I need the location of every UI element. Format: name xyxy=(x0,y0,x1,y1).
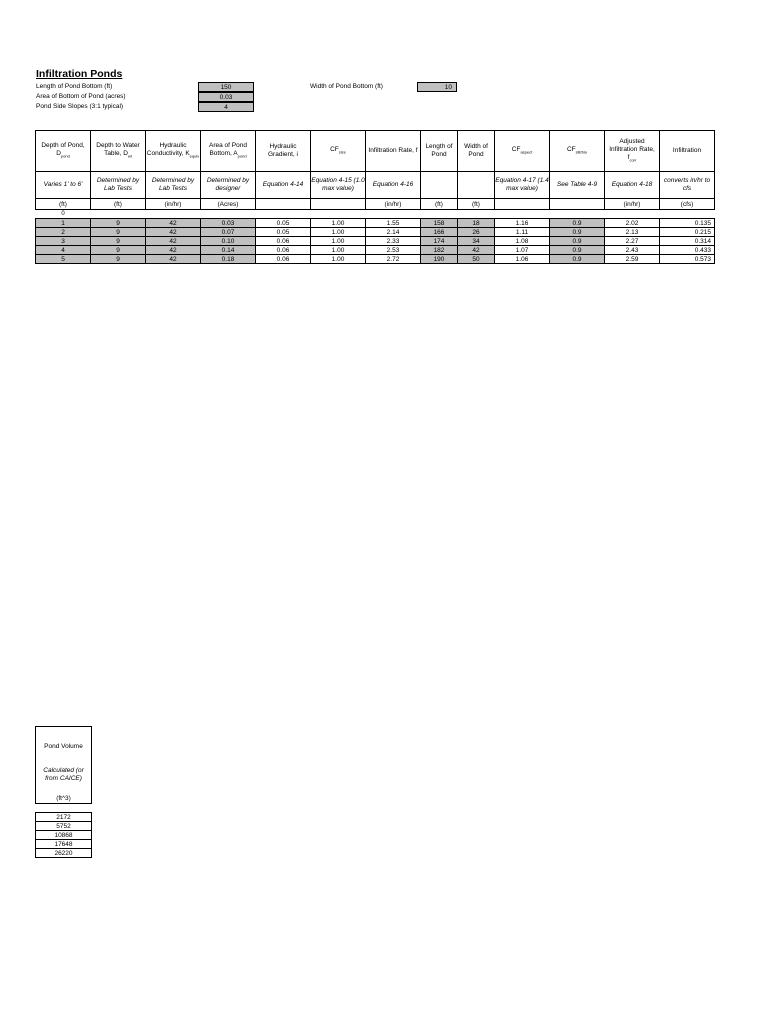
volume-row xyxy=(36,840,92,849)
unit-width: (ft) xyxy=(458,199,495,210)
header-cf-silt: $CF_{silt/bio}$ xyxy=(550,131,605,172)
cell-area[interactable]: 0.14 xyxy=(201,246,256,255)
unit-adjusted: (in/hr) xyxy=(605,199,660,210)
unit-length: (ft) xyxy=(421,199,458,210)
cell-infiltration: 0.573 xyxy=(660,255,715,264)
cell-rate: 2.53 xyxy=(366,246,421,255)
width-value[interactable]: 10 xyxy=(417,82,457,92)
slope-value[interactable]: 4 xyxy=(198,102,254,112)
note-infiltration: converts in/hr to cfs xyxy=(660,172,715,199)
cell-cf-size: 1.00 xyxy=(311,228,366,237)
volume-unit: (ft^3) xyxy=(56,795,71,802)
note-depth: Varies 1' to 6' xyxy=(36,172,91,199)
volume-header xyxy=(35,726,92,804)
volume-cell: 26220 xyxy=(36,849,92,858)
cell-depth[interactable]: 5 xyxy=(36,255,91,264)
cell-cf-aspect: 1.11 xyxy=(495,228,550,237)
length-label: Length of Pond Bottom (ft) xyxy=(36,83,113,90)
cell-infiltration: 0.314 xyxy=(660,237,715,246)
table-row xyxy=(36,237,715,246)
cell-water-table[interactable]: 9 xyxy=(91,219,146,228)
note-area: Determined by designer xyxy=(201,172,256,199)
note-adjusted: Equation 4-18 xyxy=(605,172,660,199)
cell-rate: 2.72 xyxy=(366,255,421,264)
volume-row xyxy=(36,849,92,858)
cell-area[interactable]: 0.07 xyxy=(201,228,256,237)
cell-conductivity[interactable]: 42 xyxy=(146,228,201,237)
volume-row xyxy=(36,813,92,822)
header-rate: Infiltration Rate, f xyxy=(366,131,421,172)
cell-gradient: 0.06 xyxy=(256,246,311,255)
cell-gradient: 0.05 xyxy=(256,228,311,237)
header-length: Length of Pond xyxy=(421,131,458,172)
cell-adjusted: 2.27 xyxy=(605,237,660,246)
unit-depth: (ft) xyxy=(36,199,91,210)
cell-depth[interactable]: 2 xyxy=(36,228,91,237)
header-cf-aspect: $CF_{aspect}$ xyxy=(495,131,550,172)
cell-cf-aspect: 1.08 xyxy=(495,237,550,246)
table-row xyxy=(36,246,715,255)
cell-rate: 2.33 xyxy=(366,237,421,246)
cell-gradient: 0.06 xyxy=(256,255,311,264)
volume-cell: 17648 xyxy=(36,840,92,849)
unit-conductivity: (in/hr) xyxy=(146,199,201,210)
header-width: Width of Pond xyxy=(458,131,495,172)
cell-gradient: 0.05 xyxy=(256,219,311,228)
cell-cf-aspect: 1.16 xyxy=(495,219,550,228)
cell-cf-silt[interactable]: 0.9 xyxy=(550,255,605,264)
cell-conductivity[interactable]: 42 xyxy=(146,219,201,228)
cell-width[interactable]: 26 xyxy=(458,228,495,237)
volume-note: Calculated (or from CAICE) xyxy=(43,767,84,782)
cell-cf-silt[interactable]: 0.9 xyxy=(550,228,605,237)
cell-water-table[interactable]: 9 xyxy=(91,255,146,264)
cell-cf-size: 1.00 xyxy=(311,237,366,246)
volume-title: Pond Volume xyxy=(44,743,83,750)
cell-length[interactable]: 166 xyxy=(421,228,458,237)
cell-adjusted: 2.13 xyxy=(605,228,660,237)
cell-depth[interactable]: 4 xyxy=(36,246,91,255)
table-row xyxy=(36,228,715,237)
volume-cell: 10868 xyxy=(36,831,92,840)
cell-adjusted: 2.43 xyxy=(605,246,660,255)
cell-cf-silt[interactable]: 0.9 xyxy=(550,246,605,255)
cell-cf-silt[interactable]: 0.9 xyxy=(550,219,605,228)
cell-width[interactable]: 42 xyxy=(458,246,495,255)
note-length xyxy=(421,172,458,199)
header-gradient: Hydraulic Gradient, i xyxy=(256,131,311,172)
cell-width[interactable]: 50 xyxy=(458,255,495,264)
unit-rate: (in/hr) xyxy=(366,199,421,210)
zero-row xyxy=(36,210,715,219)
note-rate: Equation 4-16 xyxy=(366,172,421,199)
unit-infiltration: (cfs) xyxy=(660,199,715,210)
cell-width[interactable]: 34 xyxy=(458,237,495,246)
note-cf-size: Equation 4-15 (1.0 max value) xyxy=(311,172,366,199)
note-cf-silt: See Table 4-9 xyxy=(550,172,605,199)
unit-cf-size xyxy=(311,199,366,210)
cell-water-table[interactable]: 9 xyxy=(91,228,146,237)
volume-cell: 2172 xyxy=(36,813,92,822)
cell-conductivity[interactable]: 42 xyxy=(146,255,201,264)
cell-rate: 2.14 xyxy=(366,228,421,237)
unit-water-table: (ft) xyxy=(91,199,146,210)
header-conductivity: Hydraulic Conductivity, $K_{equiv}$ xyxy=(146,131,201,172)
unit-area: (Acres) xyxy=(201,199,256,210)
cell-area[interactable]: 0.18 xyxy=(201,255,256,264)
cell-infiltration: 0.135 xyxy=(660,219,715,228)
note-cf-aspect: Equation 4-17 (1.4 max value) xyxy=(495,172,550,199)
unit-cf-aspect xyxy=(495,199,550,210)
cell-gradient: 0.06 xyxy=(256,237,311,246)
header-depth: Depth of Pond, $D_{pond}$ xyxy=(36,131,91,172)
cell-cf-size: 1.00 xyxy=(311,219,366,228)
cell-conductivity[interactable]: 42 xyxy=(146,246,201,255)
slope-label: Pond Side Slopes (3:1 typical) xyxy=(36,103,124,110)
volume-row xyxy=(36,822,92,831)
table-row xyxy=(36,255,715,264)
cell-water-table[interactable]: 9 xyxy=(91,237,146,246)
cell-cf-silt[interactable]: 0.9 xyxy=(550,237,605,246)
cell-cf-size: 1.00 xyxy=(311,246,366,255)
volume-row xyxy=(36,831,92,840)
width-label: Width of Pond Bottom (ft) xyxy=(310,83,383,90)
header-row xyxy=(36,131,715,172)
unit-row xyxy=(36,199,715,210)
cell-depth[interactable]: 3 xyxy=(36,237,91,246)
cell-infiltration: 0.215 xyxy=(660,228,715,237)
cell-length[interactable]: 174 xyxy=(421,237,458,246)
cell-adjusted: 2.02 xyxy=(605,219,660,228)
volume-table xyxy=(35,812,92,858)
unit-cf-silt xyxy=(550,199,605,210)
cell-area[interactable]: 0.03 xyxy=(201,219,256,228)
cell-rate: 1.55 xyxy=(366,219,421,228)
table-row xyxy=(36,219,715,228)
length-value[interactable]: 150 xyxy=(198,82,254,92)
area-value[interactable]: 0.03 xyxy=(198,92,254,102)
cell-depth[interactable]: 1 xyxy=(36,219,91,228)
note-row xyxy=(36,172,715,199)
cell-width[interactable]: 18 xyxy=(458,219,495,228)
volume-cell: 5752 xyxy=(36,822,92,831)
header-water-table: Depth to Water Table, $D_{wt}$ xyxy=(91,131,146,172)
cell-length[interactable]: 182 xyxy=(421,246,458,255)
cell-cf-aspect: 1.07 xyxy=(495,246,550,255)
cell-length[interactable]: 190 xyxy=(421,255,458,264)
cell-conductivity[interactable]: 42 xyxy=(146,237,201,246)
infiltration-table xyxy=(35,130,715,264)
unit-gradient xyxy=(256,199,311,210)
note-conductivity: Determined by Lab Tests xyxy=(146,172,201,199)
note-gradient: Equation 4-14 xyxy=(256,172,311,199)
page-title: Infiltration Ponds xyxy=(36,68,123,80)
cell-adjusted: 2.59 xyxy=(605,255,660,264)
header-cf-size: $CF_{size}$ xyxy=(311,131,366,172)
cell-infiltration: 0.433 xyxy=(660,246,715,255)
area-label: Area of Bottom of Pond (acres) xyxy=(36,93,126,100)
cell-length[interactable]: 158 xyxy=(421,219,458,228)
cell-area[interactable]: 0.10 xyxy=(201,237,256,246)
cell-cf-aspect: 1.06 xyxy=(495,255,550,264)
cell-water-table[interactable]: 9 xyxy=(91,246,146,255)
note-width xyxy=(458,172,495,199)
zero-depth: 0 xyxy=(61,211,65,217)
header-infiltration: Infiltration xyxy=(660,131,715,172)
header-area: Area of Pond Bottom, $A_{pond}$ xyxy=(201,131,256,172)
header-adjusted: Adjusted Infiltration Rate, $f_{corr}$ xyxy=(605,131,660,172)
cell-cf-size: 1.00 xyxy=(311,255,366,264)
note-water-table: Determined by Lab Tests xyxy=(91,172,146,199)
